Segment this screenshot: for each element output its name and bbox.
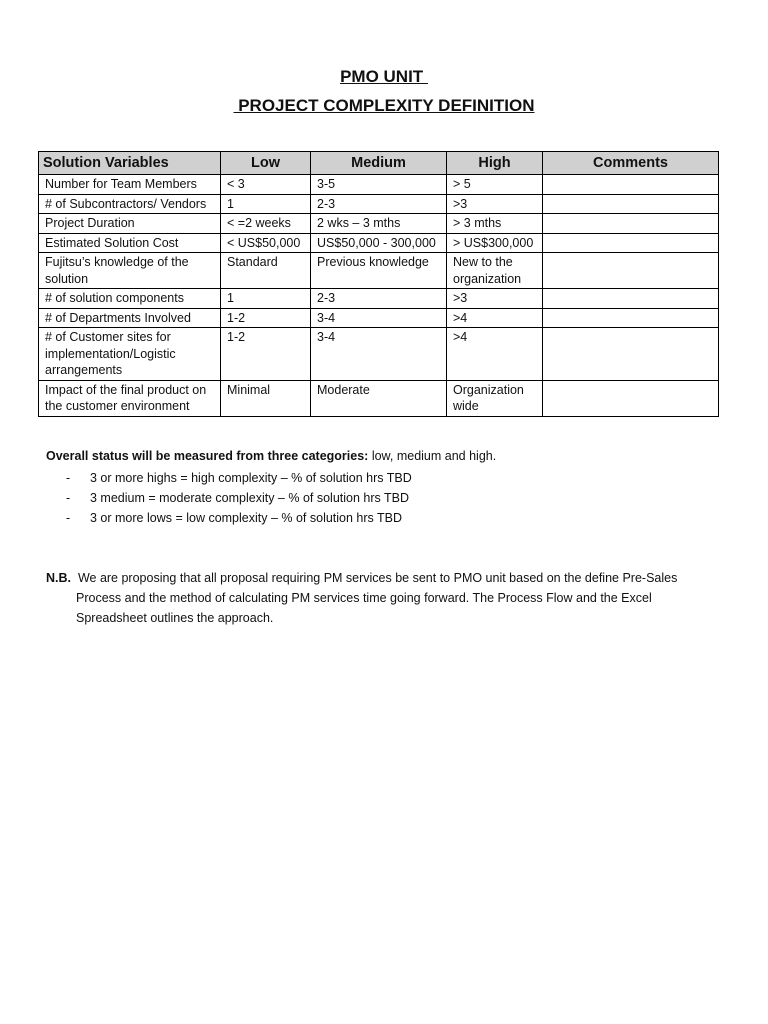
cell-high: Organization wide	[447, 380, 543, 416]
cell-comments	[543, 253, 719, 289]
overall-status-lead: Overall status will be measured from three categories:	[46, 449, 369, 463]
cell-low: 1-2	[221, 328, 311, 381]
cell-low: < US$50,000	[221, 233, 311, 253]
cell-medium: 2 wks – 3 mths	[311, 214, 447, 234]
cell-variable: # of Subcontractors/ Vendors	[39, 194, 221, 214]
nota-bene-line-2: Process and the method of calculating PM services time going forward. The Process Flow and the Excel	[76, 591, 652, 605]
cell-comments	[543, 289, 719, 309]
cell-low: < 3	[221, 175, 311, 195]
nota-bene-paragraph	[46, 568, 706, 628]
cell-high: >3	[447, 289, 543, 309]
cell-high: > 5	[447, 175, 543, 195]
cell-comments	[543, 308, 719, 328]
cell-comments	[543, 175, 719, 195]
cell-low: 1	[221, 194, 311, 214]
overall-status-rest: low, medium and high.	[368, 449, 497, 463]
table-row	[39, 194, 719, 214]
table-row	[39, 175, 719, 195]
overall-status-paragraph	[46, 449, 726, 463]
document-subtitle: PROJECT COMPLEXITY DEFINITION	[233, 96, 535, 115]
rule-text: 3 medium = moderate complexity – % of solution hrs TBD	[90, 490, 410, 505]
complexity-table	[38, 151, 719, 417]
nota-bene-label: N.B.	[46, 571, 71, 585]
document-title: PMO UNIT	[340, 67, 428, 86]
rule-text: 3 or more lows = low complexity – % of solution hrs TBD	[90, 510, 403, 525]
list-item	[66, 469, 412, 489]
cell-medium: 3-4	[311, 328, 447, 381]
list-item	[66, 489, 412, 509]
cell-comments	[543, 194, 719, 214]
column-header-high: High	[447, 152, 543, 175]
table-header-row	[39, 152, 719, 175]
table-row	[39, 308, 719, 328]
cell-low: Standard	[221, 253, 311, 289]
cell-low: Minimal	[221, 380, 311, 416]
table-row	[39, 253, 719, 289]
cell-comments	[543, 233, 719, 253]
dash-bullet: -	[66, 490, 71, 505]
cell-medium: US$50,000 - 300,000	[311, 233, 447, 253]
cell-variable: # of solution components	[39, 289, 221, 309]
cell-variable: Impact of the final product on the customer environment	[39, 380, 221, 416]
nota-bene-text-1: We are proposing that all proposal requiring PM services be sent to PMO unit based on the define Pre-Sales	[71, 571, 678, 585]
cell-high: > US$300,000	[447, 233, 543, 253]
column-header-medium: Medium	[311, 152, 447, 175]
rule-text: 3 or more highs = high complexity – % of solution hrs TBD	[90, 471, 412, 485]
table-row	[39, 289, 719, 309]
cell-high: >4	[447, 308, 543, 328]
cell-high: > 3 mths	[447, 214, 543, 234]
table-row	[39, 214, 719, 234]
cell-high: >3	[447, 194, 543, 214]
dash-bullet: -	[66, 471, 71, 485]
cell-medium: 3-4	[311, 308, 447, 328]
cell-low: 1-2	[221, 308, 311, 328]
cell-variable: # of Customer sites for implementation/Logistic arrangements	[39, 328, 221, 381]
cell-comments	[543, 328, 719, 381]
cell-comments	[543, 380, 719, 416]
column-header-comments: Comments	[543, 152, 719, 175]
cell-medium: 3-5	[311, 175, 447, 195]
cell-variable: Estimated Solution Cost	[39, 233, 221, 253]
cell-high: >4	[447, 328, 543, 381]
complexity-rules-list	[66, 469, 412, 528]
cell-high: New to the organization	[447, 253, 543, 289]
dash-bullet: -	[66, 510, 71, 525]
cell-medium: Moderate	[311, 380, 447, 416]
nota-bene-line-3: Spreadsheet outlines the approach.	[76, 611, 274, 625]
column-header-solution-variables: Solution Variables	[39, 152, 221, 175]
cell-medium: Previous knowledge	[311, 253, 447, 289]
cell-comments	[543, 214, 719, 234]
cell-variable: # of Departments Involved	[39, 308, 221, 328]
nota-bene-line-1	[46, 568, 706, 588]
table-row	[39, 328, 719, 381]
table-row	[39, 380, 719, 416]
cell-variable: Fujitsu’s knowledge of the solution	[39, 253, 221, 289]
table-row	[39, 233, 719, 253]
column-header-low: Low	[221, 152, 311, 175]
list-item	[66, 509, 412, 529]
cell-low: 1	[221, 289, 311, 309]
cell-variable: Number for Team Members	[39, 175, 221, 195]
cell-medium: 2-3	[311, 194, 447, 214]
cell-medium: 2-3	[311, 289, 447, 309]
cell-variable: Project Duration	[39, 214, 221, 234]
cell-low: < =2 weeks	[221, 214, 311, 234]
